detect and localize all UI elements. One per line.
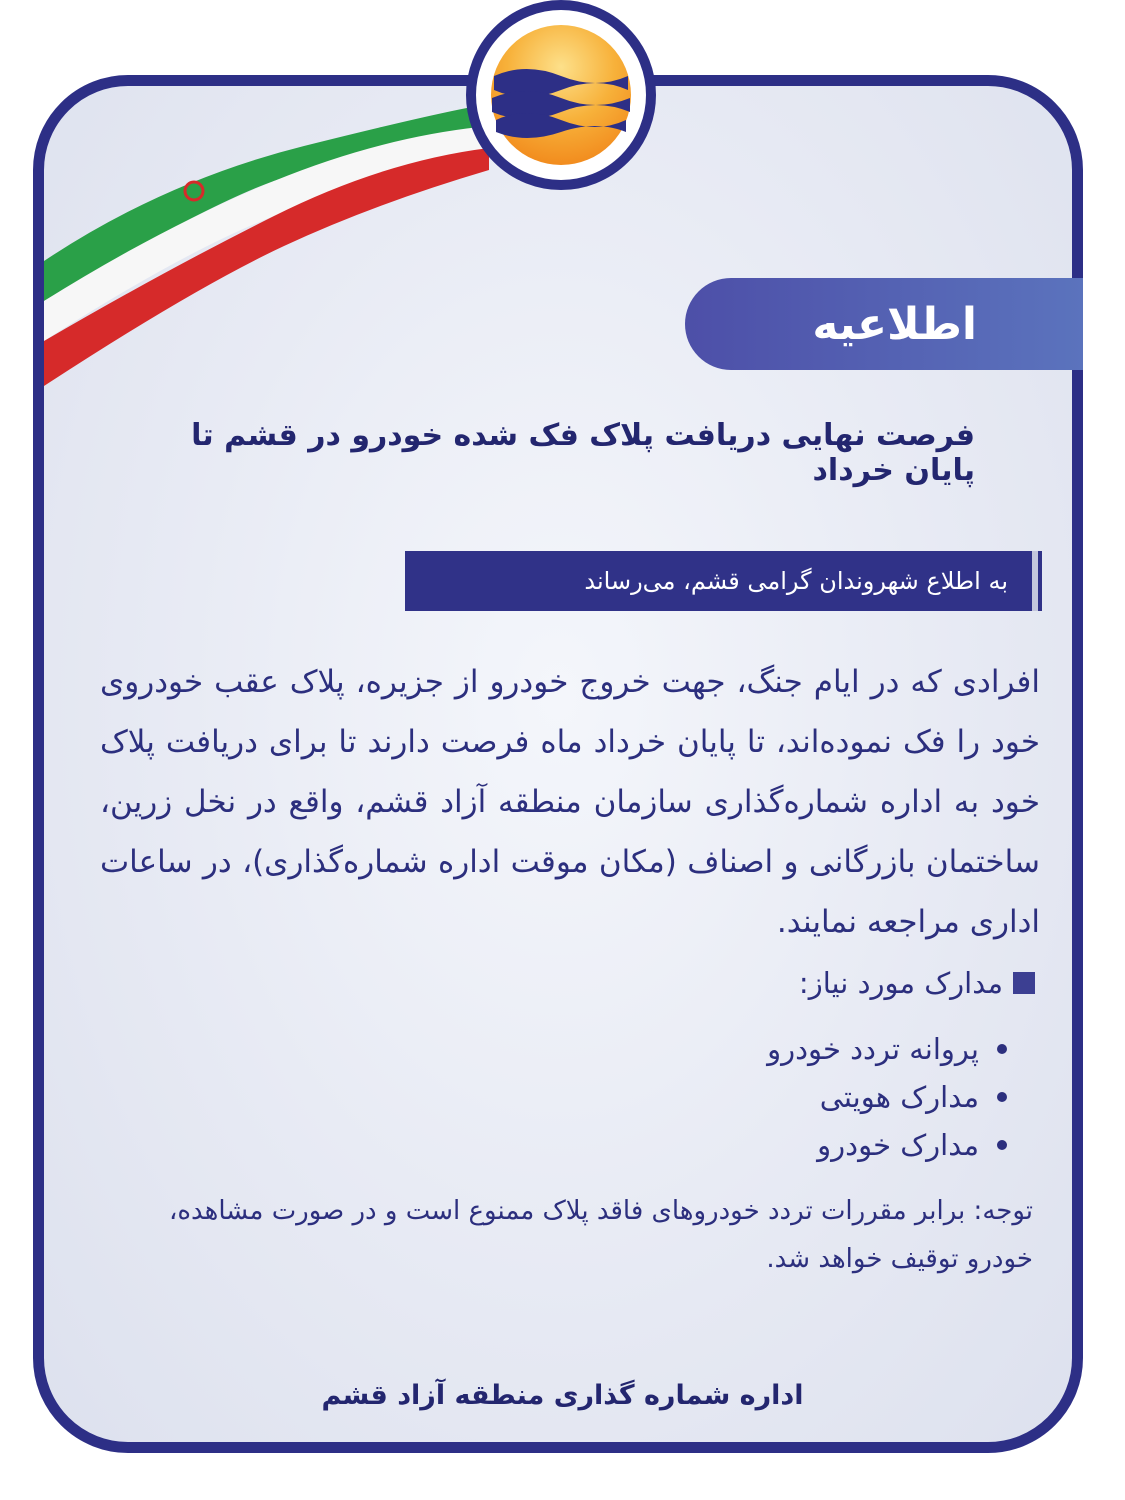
headline: فرصت نهایی دریافت پلاک فک شده خودرو در قشم تا پایان خرداد — [191, 418, 975, 488]
documents-list — [767, 1025, 1007, 1169]
intro-text: به اطلاع شهروندان گرامی قشم، می‌رساند — [584, 567, 1008, 595]
documents-heading — [799, 966, 1035, 1000]
list-item: مدارک خودرو — [767, 1121, 1007, 1169]
note-text: توجه: برابر مقررات تردد خودروهای فاقد پلاک ممنوع است و در صورت مشاهده، خودرو توقیف خواهد شد. — [169, 1196, 1033, 1274]
iran-flag-icon — [44, 86, 504, 406]
intro-bar — [405, 551, 1038, 611]
list-item: پروانه تردد خودرو — [767, 1025, 1007, 1073]
notice-banner — [685, 278, 1083, 370]
org-logo — [466, 0, 656, 190]
documents-heading-text: مدارک مورد نیاز: — [798, 966, 1003, 1000]
banner-title: اطلاعیه — [812, 298, 977, 350]
square-bullet-icon — [1013, 972, 1035, 994]
footer-signature: اداره شماره گذاری منطقه آزاد قشم — [321, 1380, 804, 1411]
list-item: مدارک هویتی — [767, 1073, 1007, 1121]
sun-waves-logo-icon — [476, 10, 646, 180]
body-paragraph: افرادی که در ایام جنگ، جهت خروج خودرو از جزیره، پلاک عقب خودروی خود را فک نموده‌اند، تا پایان خرداد ماه فرصت دارند تا برای دریافت پلاک خود به اداره شماره‌گذاری سازمان منطقه آزاد قشم، واقع در نخل زرین، ساختمان بازرگانی و اصناف (مکان موقت اداره شماره‌گذاری)، در ساعات اداری مراجعه نمایند. — [100, 664, 1040, 940]
